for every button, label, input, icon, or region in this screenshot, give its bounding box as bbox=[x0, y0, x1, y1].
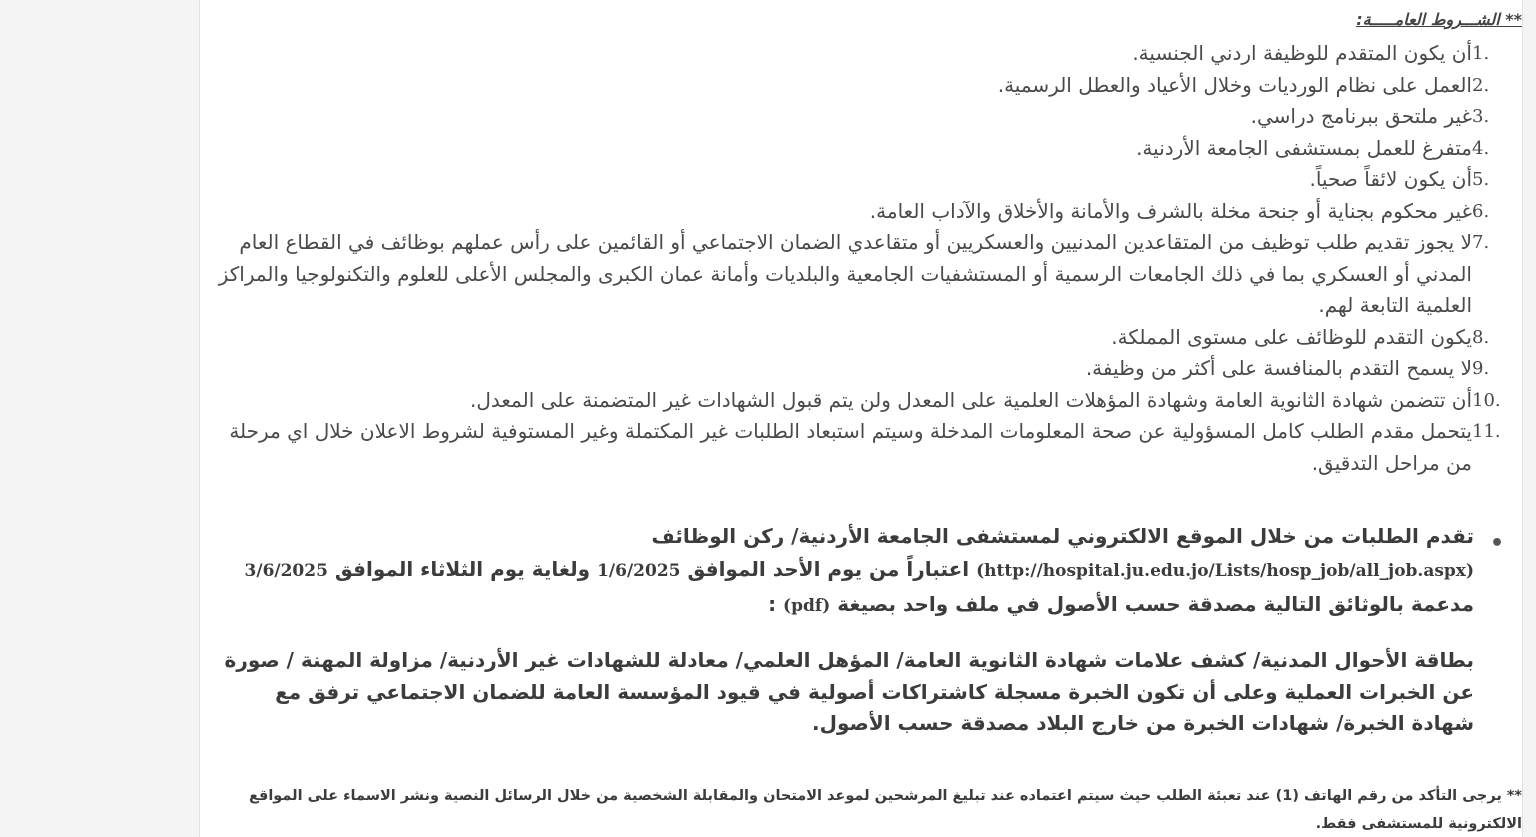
item-number: 9. bbox=[1472, 358, 1490, 379]
list-item bbox=[212, 101, 1522, 133]
general-conditions-heading: ** الشـــروط العامـــــة: bbox=[1356, 10, 1522, 29]
item-text: متفرغ للعمل بمستشفى الجامعة الأردنية. bbox=[1136, 135, 1472, 160]
list-item bbox=[212, 38, 1522, 70]
list-item bbox=[212, 322, 1522, 354]
application-line: تقدم الطلبات من خلال الموقع الالكتروني لمستشفى الجامعة الأردنية/ ركن الوظائف bbox=[651, 524, 1474, 548]
document-page bbox=[199, 0, 1523, 837]
application-end-text: ولغاية يوم الثلاثاء الموافق bbox=[334, 557, 591, 581]
item-number: 1. bbox=[1472, 43, 1490, 64]
item-text: العمل على نظام الورديات وخلال الأعياد والعطل الرسمية. bbox=[997, 72, 1472, 97]
item-text: أن تتضمن شهادة الثانوية العامة وشهادة المؤهلات العلمية على المعدل ولن يتم قبول الشهادات غير المتضمنة على المعدل. bbox=[470, 387, 1472, 412]
item-text: أن يكون المتقدم للوظيفة اردني الجنسية. bbox=[1132, 41, 1472, 65]
list-item bbox=[212, 164, 1522, 196]
list-item bbox=[212, 416, 1522, 479]
list-item bbox=[212, 353, 1522, 385]
file-format: (pdf) bbox=[783, 596, 831, 616]
required-documents: بطاقة الأحوال المدنية/ كشف علامات شهادة الثانوية العامة/ المؤهل العلمي/ معادلة للشهادات غير الأردنية/ مزاولة المهنة / صورة عن الخبرات العملية وعلى أن تكون الخبرة مسجلة كاشتراكات أصولية في قيود المؤسسة العامة للضمان الاجتماعي ترفق مع شهادة الخبرة/ شهادات الخبرة من خارج البلاد مصدقة حسب الأصول. bbox=[224, 648, 1474, 735]
list-item bbox=[212, 227, 1522, 322]
application-start-text: اعتباراً من يوم الأحد الموافق bbox=[687, 557, 970, 581]
item-text: لا يسمح التقدم بالمنافسة على أكثر من وظيفة. bbox=[1085, 356, 1472, 380]
list-item bbox=[212, 133, 1522, 165]
item-number: 8. bbox=[1472, 326, 1490, 348]
item-text: غير ملتحق ببرنامج دراسي. bbox=[1250, 104, 1472, 128]
item-number: 7. bbox=[1472, 232, 1490, 253]
phone-note: ** يرجى التأكد من رقم الهاتف (1) عند تعبئة الطلب حيث سيتم اعتماده عند تبليغ المرشحين لموعد الامتحان والمقابلة الشخصية من خلال الرسائل النصية ونشر الاسماء على المواقع الالكترونية للمستشفى فقط. bbox=[248, 788, 1522, 832]
item-text: غير محكوم بجناية أو جنحة مخلة بالشرف والأمانة والأخلاق والآداب العامة. bbox=[869, 198, 1472, 223]
bullet-icon: • bbox=[1489, 531, 1504, 556]
start-date: 1/6/2025 bbox=[597, 561, 681, 581]
item-number: 3. bbox=[1472, 106, 1490, 127]
item-number: 6. bbox=[1472, 200, 1490, 222]
jobs-link[interactable]: (http://hospital.ju.edu.jo/Lists/hosp_job/all_job.aspx) bbox=[976, 561, 1474, 581]
conditions-list bbox=[212, 38, 1522, 479]
item-number: 2. bbox=[1472, 74, 1490, 96]
application-instructions bbox=[208, 520, 1504, 623]
item-text: يتحمل مقدم الطلب كامل المسؤولية عن صحة المعلومات المدخلة وسيتم استبعاد الطلبات غير المكتملة وغير المستوفية لشروط الاعلان خلال اي مرحلة من مراحل التدقيق. bbox=[229, 419, 1472, 475]
item-number: 4. bbox=[1472, 137, 1490, 159]
colon: : bbox=[768, 592, 784, 616]
list-item bbox=[212, 70, 1522, 102]
list-item bbox=[212, 385, 1522, 417]
list-item bbox=[212, 196, 1522, 228]
documents-intro: مدعمة بالوثائق التالية مصدقة حسب الأصول في ملف واحد بصيغة bbox=[837, 592, 1474, 616]
item-text: لا يجوز تقديم طلب توظيف من المتقاعدين المدنيين والعسكريين أو متقاعدي الضمان الاجتماعي أو القائمين على رأس عملهم بوظائف في القطاع العام المدني أو العسكري بما في ذلك الجامعات الرسمية أو المستشفيات الجامعية والبلديات وأمانة عمان الكبرى والمجلس الأعلى للعلوم والتكنولوجيا والمراكز العلمية التابعة لهم. bbox=[218, 230, 1472, 317]
item-text: أن يكون لائقاً صحياً. bbox=[1309, 167, 1472, 191]
item-number: 10. bbox=[1472, 389, 1501, 411]
item-number: 5. bbox=[1472, 169, 1490, 190]
end-date: 3/6/2025 bbox=[244, 561, 328, 581]
item-text: يكون التقدم للوظائف على مستوى المملكة. bbox=[1111, 324, 1472, 349]
item-number: 11. bbox=[1472, 421, 1501, 442]
